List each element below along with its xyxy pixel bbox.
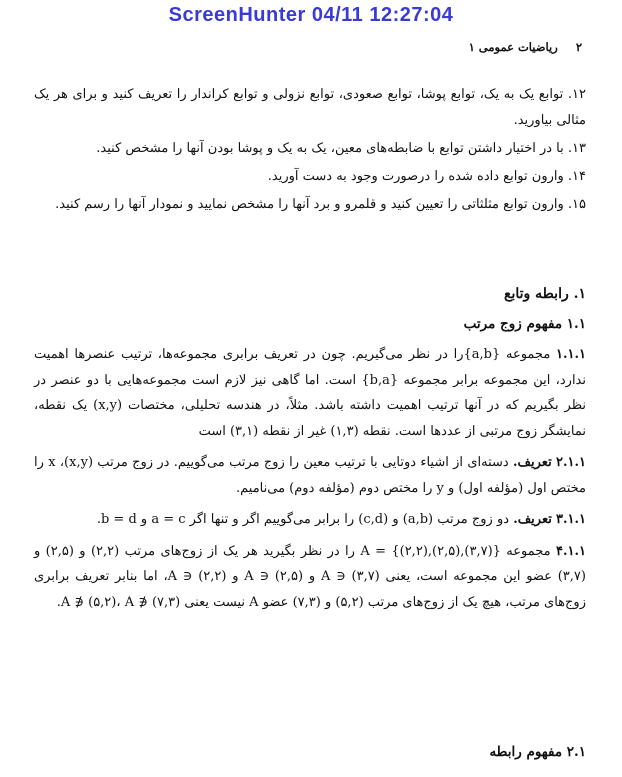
section-heading: ۱. رابطه وتابع	[504, 286, 586, 302]
exercise-item: ۱۳. با در اختیار داشتن توابع با ضابطه‌های معین، یک به یک و پوشا بودن آنها را مشخص کنید.	[96, 141, 586, 156]
exercise-list	[34, 82, 586, 218]
paragraph-text: مجموعه {(۳,۷),(۲,۵),(۲,۲)} = A را در نظر بگیرید هر یک از زوج‌های مرتب (۲,۲) و (۲,۵) و (۳,۷) عضو این مجموعه است، یعنی A ∋ (۳,۷) و A ∋ (۲,۵) و A ∋ (۲,۲)، اما بنابر تعریف برابری زوج‌های مرتب، هیچ یک از زوج‌های مرتب (۵,۲) و (۷,۳) عضو A نیست یعنی A ∌ (۵,۲)، A ∌ (۷,۳).	[34, 543, 586, 610]
exercise-item: ۱۴. وارون توابع داده شده را درصورت وجود به دست آورید.	[267, 169, 586, 184]
section-body	[34, 342, 586, 615]
paragraph-text: دسته‌ای از اشیاء دوتایی با ترتیب معین را زوج مرتب می‌گوییم. در زوج مرتب (x,y)، x را مختص اول (مؤلفه اول) و y را مختص دوم (مؤلفه دوم) می‌نامیم.	[34, 455, 586, 496]
screenhunter-watermark: ScreenHunter 04/11 12:27:04	[168, 4, 454, 26]
page-number: ۲	[575, 40, 582, 54]
paragraph-number: ۴.۱.۱	[556, 543, 586, 559]
definition-paragraph	[34, 507, 586, 533]
page-header	[40, 40, 582, 54]
paragraph-text: مجموعه {a,b}را در نظر می‌گیریم. چون در تعریف برابری مجموعه‌ها، ترتیب عنصرها اهمیت ندارد، این مجموعه برابر مجموعه {b,a} است. اما گاهی نیز لازم است مجموعه‌هایی با دو عنصر در نظر بگیریم که در آنها ترتیب اهمیت داشته باشد. مثلاً، در هندسه تحلیلی، مختصات (x,y) یک نقطه، نمایشگر زوج مرتبی از عددها است. نقطه (۱,۳) غیر از نقطه (۳,۱) است	[34, 347, 586, 439]
definition-term: تعریف.	[513, 512, 552, 527]
paragraph-number: ۳.۱.۱	[556, 512, 586, 527]
subsection-heading: ۲.۱ مفهوم رابطه	[489, 744, 586, 760]
running-title: ریاضیات عمومی ۱	[468, 40, 558, 54]
exercise-item: ۱۵. وارون توابع مثلثاتی را تعیین کنید و قلمرو و برد آنها را مشخص نمایید و نمودار آنها را رسم کنید.	[55, 197, 586, 212]
paragraph-number: ۲.۱.۱	[556, 455, 587, 470]
paragraph	[34, 539, 586, 616]
paragraph-number: ۱.۱.۱	[556, 347, 586, 362]
definition-term: تعریف.	[513, 455, 552, 470]
paragraph-text: دو زوج مرتب (a,b) و (c,d) را برابر می‌گوییم اگر و تنها اگر a = c و b = d.	[96, 512, 510, 527]
paragraph	[34, 342, 586, 444]
exercise-item: ۱۲. توابع یک به یک، توابع پوشا، توابع صعودی، توابع نزولی و توابع کراندار را تعریف کنید و برای هر یک مثالی بیاورید.	[34, 87, 586, 128]
subsection-heading: ۱.۱ مفهوم زوج مرتب	[463, 316, 586, 332]
definition-paragraph	[34, 450, 586, 501]
